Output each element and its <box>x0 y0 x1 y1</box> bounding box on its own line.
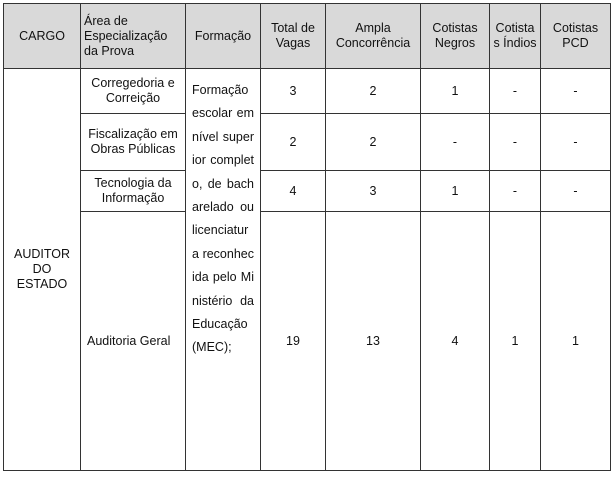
total-cell: 3 <box>261 69 326 114</box>
ampla-cell: 13 <box>326 212 421 471</box>
total-cell: 2 <box>261 114 326 171</box>
header-ampla: Ampla Concorrência <box>326 4 421 69</box>
indios-cell: 1 <box>490 212 541 471</box>
table-row <box>4 69 611 114</box>
ampla-cell: 2 <box>326 114 421 171</box>
ampla-cell: 2 <box>326 69 421 114</box>
header-row <box>4 4 611 69</box>
header-pcd: Cotistas PCD <box>541 4 611 69</box>
header-negros: Cotistas Negros <box>421 4 490 69</box>
negros-cell: 1 <box>421 171 490 212</box>
area-cell: Corregedoria e Correição <box>81 69 186 114</box>
total-cell: 19 <box>261 212 326 471</box>
header-cargo: CARGO <box>4 4 81 69</box>
indios-cell: - <box>490 171 541 212</box>
table-row <box>4 114 611 171</box>
area-cell: Auditoria Geral <box>81 212 186 471</box>
formacao-cell: Formação escolar em nível superior completo, de bacharelado ou licenciatura reconhecida pelo Ministério da Educação (MEC); <box>186 69 261 471</box>
header-total: Total de Vagas <box>261 4 326 69</box>
table-row <box>4 171 611 212</box>
negros-cell: - <box>421 114 490 171</box>
pcd-cell: - <box>541 114 611 171</box>
negros-cell: 1 <box>421 69 490 114</box>
table-row <box>4 212 611 471</box>
vacancy-table <box>3 3 611 471</box>
header-indios: Cotista s Índios <box>490 4 541 69</box>
cargo-cell: AUDITOR DO ESTADO <box>4 69 81 471</box>
pcd-cell: - <box>541 69 611 114</box>
header-area: Área de Especialização da Prova <box>81 4 186 69</box>
negros-cell: 4 <box>421 212 490 471</box>
area-cell: Fiscalização em Obras Públicas <box>81 114 186 171</box>
total-cell: 4 <box>261 171 326 212</box>
ampla-cell: 3 <box>326 171 421 212</box>
area-cell: Tecnologia da Informação <box>81 171 186 212</box>
header-formacao: Formação <box>186 4 261 69</box>
indios-cell: - <box>490 69 541 114</box>
pcd-cell: 1 <box>541 212 611 471</box>
indios-cell: - <box>490 114 541 171</box>
pcd-cell: - <box>541 171 611 212</box>
